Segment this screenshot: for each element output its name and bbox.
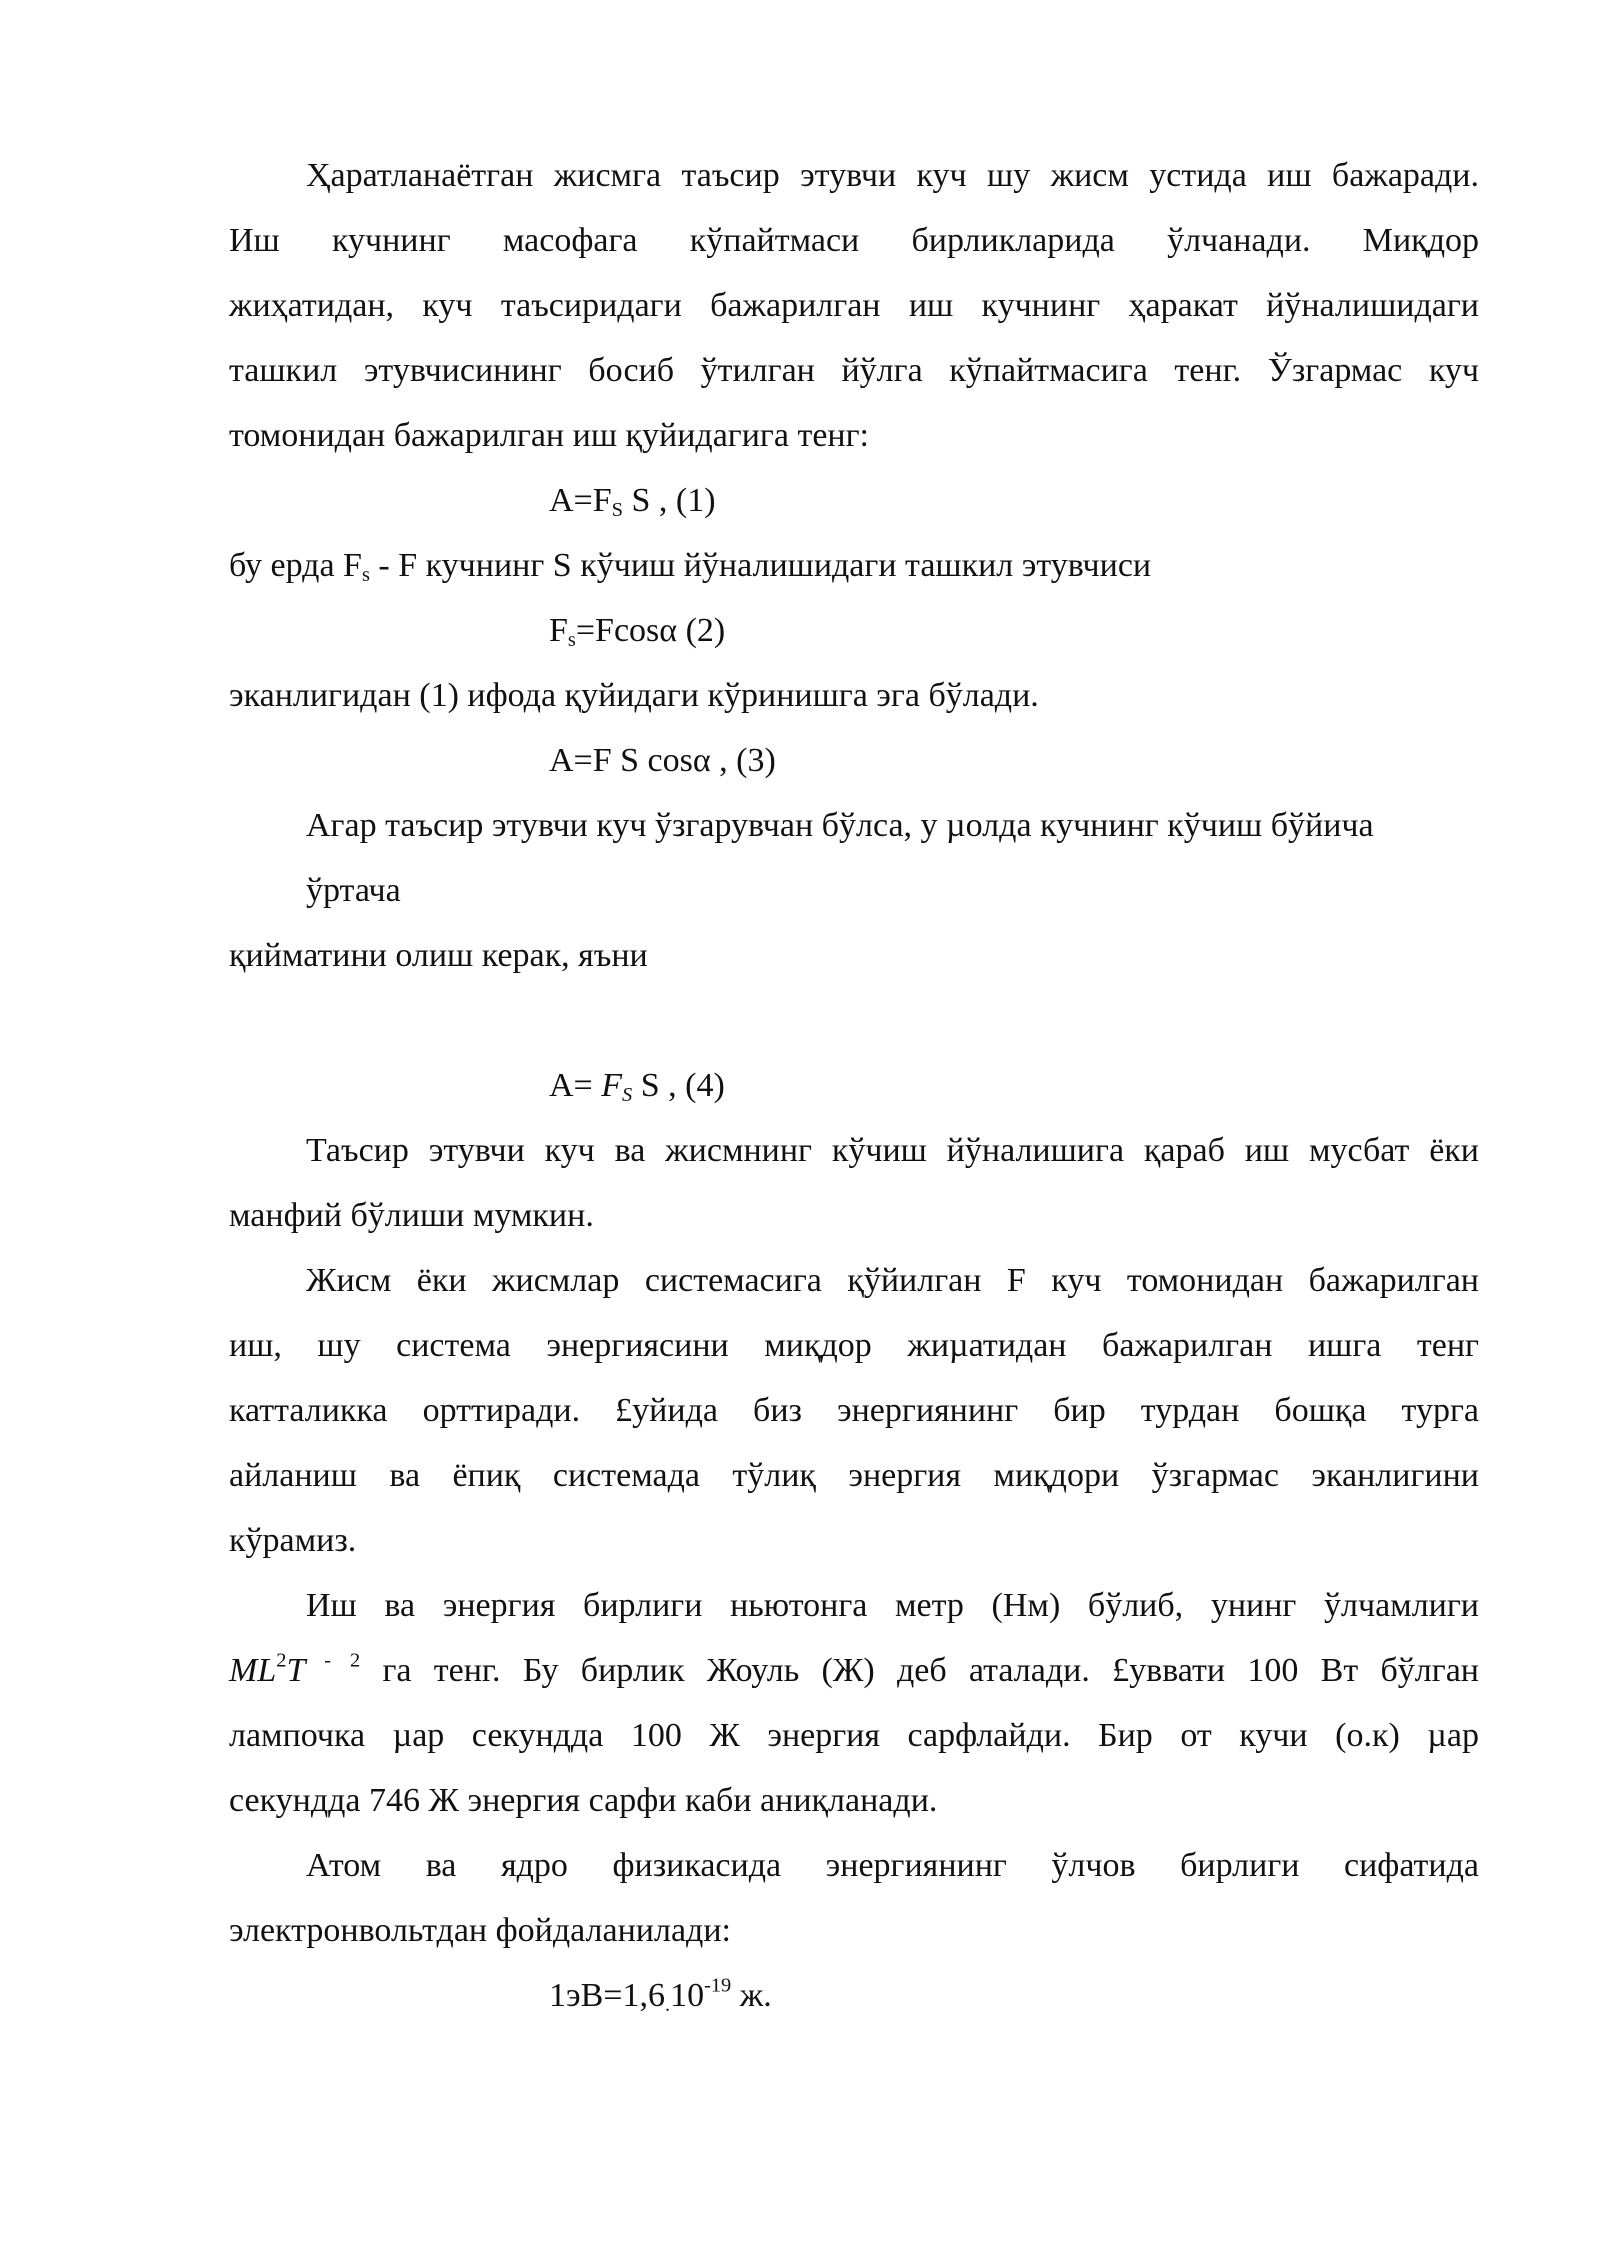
formula-5-right: ж. — [731, 1977, 772, 2014]
paragraph-4-line-1: Жисм ёки жисмлар системасига қўйилган F куч томонидан бажарилган — [306, 1262, 1479, 1299]
fs-definition-before: бу ерда F — [229, 547, 362, 584]
paragraph-1-line-1: Ҳаратланаётган жисмга таъсир этувчи куч шу жисм устида иш бажаради. — [306, 157, 1479, 194]
fs-definition-line — [229, 546, 1479, 586]
formula-2-left: F — [549, 612, 568, 649]
formula-5-left: 1эВ=1,6 — [549, 1977, 665, 2014]
formula-3: A=F S cosα , (3) — [549, 742, 776, 779]
paragraph-3-line-1: Таъсир этувчи куч ва жисмнинг кўчиш йўналишига қараб иш мусбат ёки — [306, 1132, 1479, 1169]
formula-1-subscript: S — [611, 499, 623, 522]
paragraph-4-line-5: кўрамиз. — [229, 1522, 357, 1559]
paragraph-2-line-1: Агар таъсир этувчи куч ўзгарувчан бўлса, у µолда кучнинг кўчиш бўйича — [306, 807, 1374, 844]
dimension-exponent-1: 2 — [276, 1649, 287, 1672]
fs-definition-after: - F кучнинг S кўчиш йўналишидаги ташкил этувчиси — [369, 547, 1152, 584]
paragraph-5-line-2 — [229, 1651, 1479, 1691]
formula-5-exponent: -19 — [704, 1974, 732, 1997]
paragraph-4-line-4: айланиш ва ёпиқ системада тўлиқ энергия миқдори ўзгармас эканлигини — [229, 1457, 1479, 1494]
formula-1-left: A=F — [549, 482, 612, 519]
fs-definition-subscript: s — [361, 564, 370, 587]
paragraph-3-line-2: манфий бўлиши мумкин. — [229, 1197, 594, 1234]
dimension-ml: ML — [229, 1652, 277, 1689]
paragraph-1-line-2: Иш кучнинг масофага кўпайтмаси бирликларида ўлчанади. Миқдор — [229, 222, 1479, 259]
formula-4 — [549, 1066, 1449, 1106]
paragraph-4-line-3: катталикка орттиради. £уйида биз энергиянинг бир турдан бошқа турга — [229, 1392, 1479, 1429]
paragraph-1-line-5: томонидан бажарилган иш қуйидагига тенг: — [229, 417, 870, 454]
formula-1 — [549, 481, 1449, 521]
formula-4-subscript: S — [622, 1084, 633, 1107]
paragraph-6-line-1: Атом ва ядро физикасида энергиянинг ўлчов бирлиги сифатида — [306, 1847, 1479, 1884]
paragraph-4-line-2: иш, шу система энергиясини миқдор жиµатидан бажарилган ишга тенг — [229, 1327, 1479, 1364]
paragraph-5-line-3: лампочка µар секундда 100 Ж энергия сарфлайди. Бир от кучи (о.к) µар — [229, 1717, 1479, 1754]
dimension-exponent-2: - 2 — [305, 1649, 361, 1672]
dimension-t: T — [286, 1652, 306, 1689]
formula-1-right: S , (1) — [622, 482, 716, 519]
paragraph-5-line-2-rest: га тенг. Бу бирлик Жоуль (Ж) деб аталади. £уввати 100 Вт бўлган — [360, 1652, 1479, 1689]
formula-2-right: =Fcosα (2) — [575, 612, 726, 649]
paragraph-6-line-2: электронвольтдан фойдаланилади: — [229, 1912, 731, 1949]
expression-line: эканлигидан (1) ифода қуйидаги кўринишга эга бўлади. — [229, 677, 1039, 714]
paragraph-1-line-4: ташкил этувчисининг босиб ўтилган йўлга кўпайтмасига тенг. Ўзгармас куч — [229, 352, 1479, 389]
formula-5-ten: 10 — [670, 1977, 705, 2014]
formula-5-dot: . — [664, 1994, 671, 2017]
paragraph-5-line-4: секундда 746 Ж энергия сарфи каби аниқланади. — [229, 1782, 938, 1819]
paragraph-2-line-3: қийматини олиш керак, яъни — [229, 937, 648, 974]
paragraph-1-line-3: жиҳатидан, куч таъсиридаги бажарилган иш кучнинг ҳаракат йўналишидаги — [229, 287, 1479, 324]
paragraph-2-line-2: ўртача — [306, 872, 401, 909]
formula-2 — [549, 611, 1449, 651]
formula-4-right: S , (4) — [632, 1067, 725, 1104]
formula-2-subscript: s — [567, 629, 576, 652]
paragraph-5-line-1: Иш ва энергия бирлиги ньютонга метр (Нм) бўлиб, унинг ўлчамлиги — [306, 1587, 1479, 1624]
formula-5 — [549, 1976, 1449, 2016]
formula-4-force: F — [601, 1067, 623, 1104]
formula-4-left: A= — [549, 1067, 602, 1104]
